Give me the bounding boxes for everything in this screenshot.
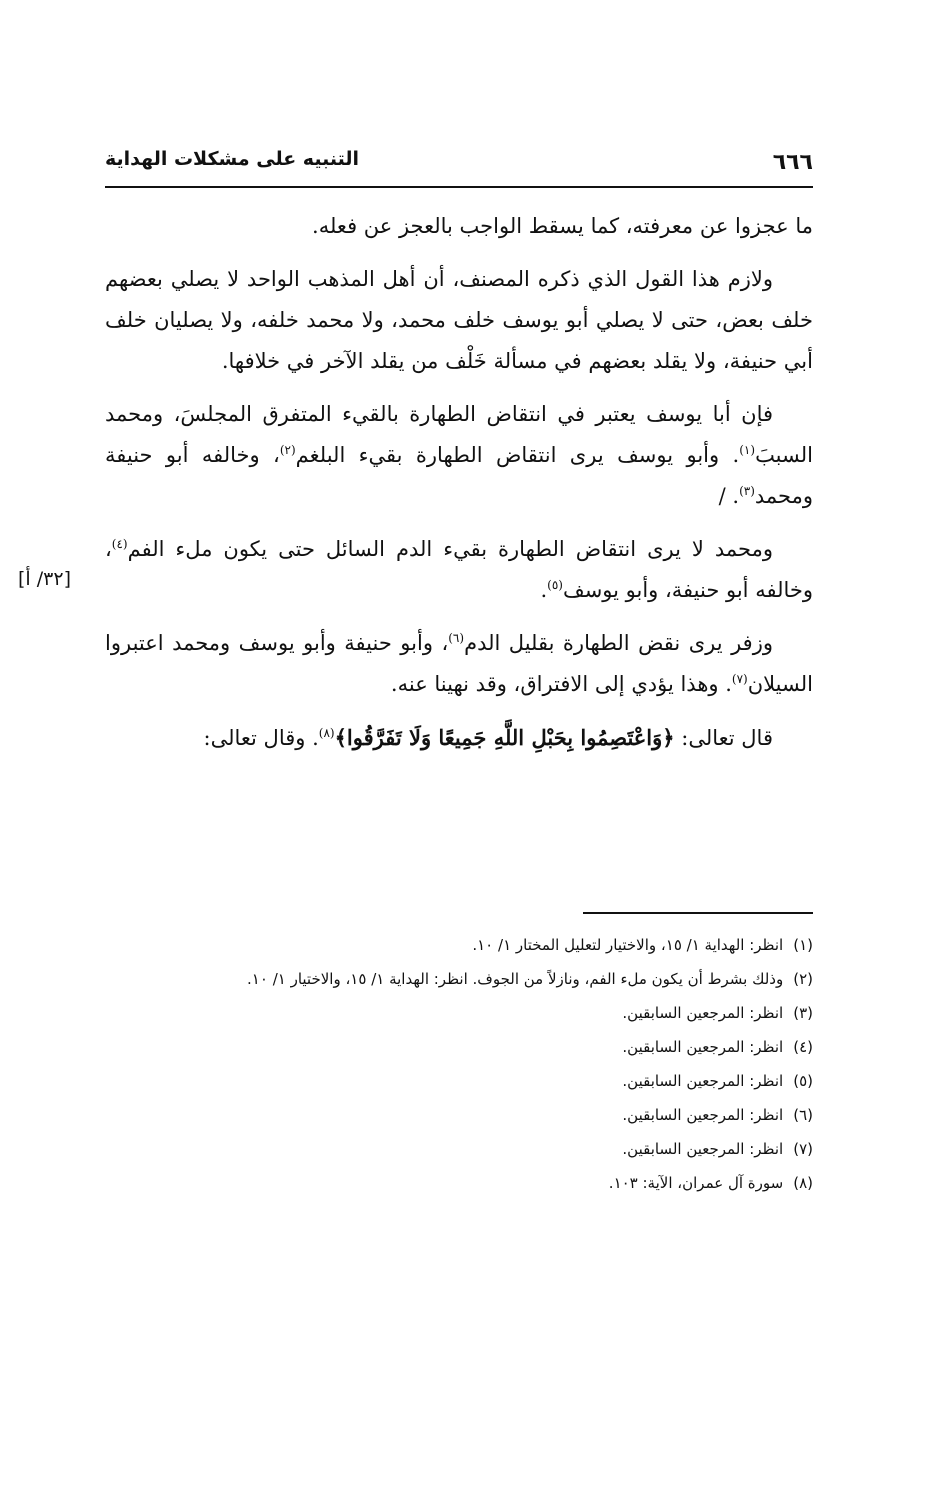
paragraph-4: [105, 529, 813, 611]
paragraph-5-text-3: . وهذا يؤدي إلى الافتراق، وقد نهينا عنه.: [390, 672, 732, 696]
paragraph-6-text-2: . وقال تعالى:: [203, 726, 319, 750]
running-title: التنبيه على مشكلات الهداية: [105, 148, 359, 170]
footnote-number: (٨): [793, 1174, 813, 1192]
footnote-number: (١): [793, 936, 813, 954]
footnote-number: (٥): [793, 1072, 813, 1090]
quran-verse: ﴿وَاعْتَصِمُوا بِحَبْلِ اللَّهِ جَمِيعًا وَلَا تَفَرَّقُوا﴾: [334, 725, 675, 750]
footnote-number: (٧): [793, 1140, 813, 1158]
paragraph-6: [105, 717, 813, 759]
footnote-4: [60, 1030, 813, 1064]
footnote-ref-3: (٣): [739, 484, 755, 498]
paragraph-5: [105, 623, 813, 705]
margin-marker: [٣٢/ أ]: [18, 568, 71, 590]
footnote-text: انظر: المرجعين السابقين.: [622, 1140, 784, 1158]
footnote-text: انظر: المرجعين السابقين.: [622, 1004, 784, 1022]
footnote-number: (٣): [793, 1004, 813, 1022]
footnote-ref-8: (٨): [318, 726, 335, 740]
page-header: [105, 146, 813, 180]
footnote-number: (٢): [793, 970, 813, 988]
paragraph-3-text-1: فإن أبا يوسف يعتبر في انتقاض الطهارة بالقيء المتفرق المجلسَ، ومحمد السببَ: [105, 402, 813, 467]
footnote-1: [60, 928, 813, 962]
footnote-text: انظر: المرجعين السابقين.: [622, 1106, 784, 1124]
footnote-text: انظر: المرجعين السابقين.: [622, 1072, 784, 1090]
paragraph-4-text-1: ومحمد لا يرى انتقاض الطهارة بقيء الدم السائل حتى يكون ملء الفم: [127, 537, 773, 561]
footnote-ref-4: (٤): [111, 537, 128, 551]
footnote-rule: [583, 912, 813, 914]
footnote-6: [60, 1098, 813, 1132]
paragraph-4-text-2: ، وخالفه أبو حنيفة، وأبو يوسف: [105, 537, 813, 602]
paragraph-4-text-3: .: [540, 578, 548, 602]
footnote-2: [60, 962, 813, 996]
footnote-ref-7: (٧): [731, 672, 748, 686]
page-number: ٦٦٦: [772, 150, 813, 175]
footnote-5: [60, 1064, 813, 1098]
paragraph-3-text-4: . /: [718, 484, 740, 508]
footnote-3: [60, 996, 813, 1030]
paragraph-3-text-2: . وأبو يوسف يرى انتقاض الطهارة بقيء البلغم: [295, 443, 740, 467]
paragraph-3: [105, 394, 813, 517]
body-text: [105, 206, 813, 771]
footnote-ref-2: (٢): [279, 443, 296, 457]
footnote-text: انظر: الهداية ١/ ١٥، والاختيار لتعليل المختار ١/ ١٠.: [472, 936, 784, 954]
header-rule: [105, 186, 813, 188]
footnote-text: سورة آل عمران، الآية: ١٠٣.: [608, 1174, 784, 1192]
paragraph-1: ما عجزوا عن معرفته، كما يسقط الواجب بالعجز عن فعله.: [312, 214, 813, 238]
paragraph-5-text-1: وزفر يرى نقض الطهارة بقليل الدم: [464, 631, 773, 655]
footnote-ref-1: (١): [739, 443, 756, 457]
footnote-ref-6: (٦): [448, 631, 465, 645]
footnotes: [60, 928, 813, 1200]
footnote-number: (٦): [793, 1106, 813, 1124]
footnote-text: انظر: المرجعين السابقين.: [622, 1038, 784, 1056]
paragraph-2: ولازم هذا القول الذي ذكره المصنف، أن أهل المذهب الواحد لا يصلي بعضهم خلف بعض، حتى لا يصلي أبو يوسف خلف محمد، ولا محمد خلفه، ولا يصليان خلف أبي حنيفة، ولا يقلد بعضهم في مسألة خَلْف من يقلد الآخر في خلافها.: [105, 267, 813, 373]
footnote-ref-5: (٥): [547, 578, 563, 592]
paragraph-6-text-1: قال تعالى:: [674, 726, 773, 750]
footnote-8: [60, 1166, 813, 1200]
footnote-7: [60, 1132, 813, 1166]
footnote-number: (٤): [793, 1038, 813, 1056]
paragraph-5-text-2: ، وأبو حنيفة وأبو يوسف ومحمد اعتبروا السيلان: [105, 631, 813, 696]
paragraph-3-text-3: ، وخالفه أبو حنيفة ومحمد: [105, 443, 813, 508]
footnote-text: وذلك بشرط أن يكون ملء الفم، ونازلاً من الجوف. انظر: الهداية ١/ ١٥، والاختيار ١/ ١٠.: [247, 970, 784, 988]
